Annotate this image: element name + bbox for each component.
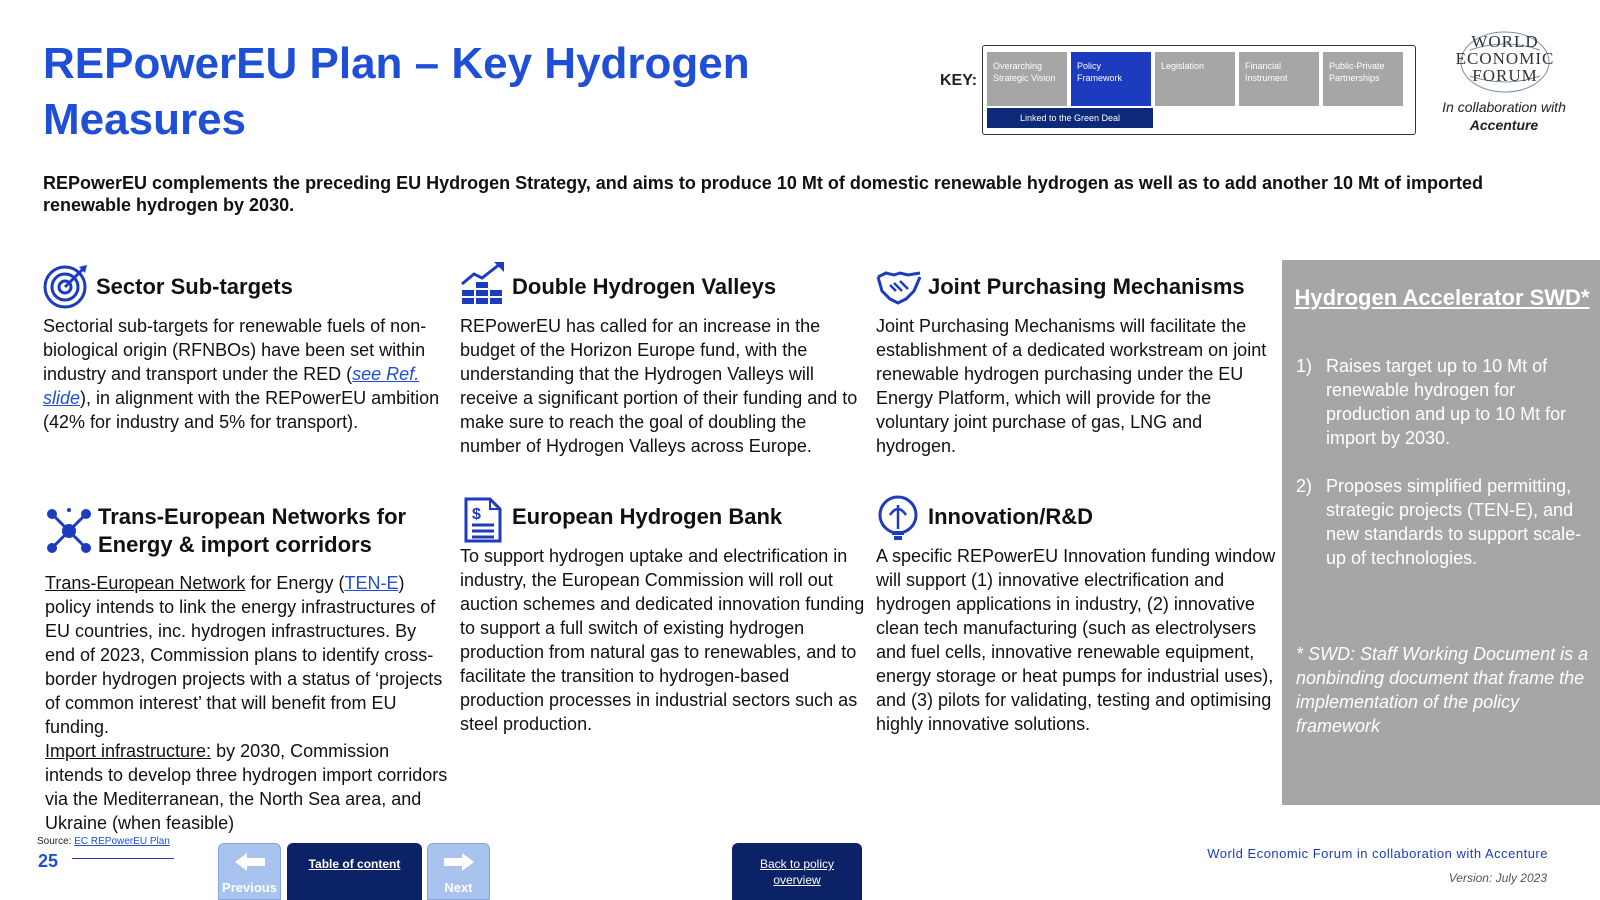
collaboration-line: In collaboration with — [1442, 99, 1566, 115]
joint-purchasing-title: Joint Purchasing Mechanisms — [928, 274, 1245, 299]
version-label: Version: July 2023 — [1448, 871, 1547, 885]
hydrogen-accelerator-title: Hydrogen Accelerator SWD* — [1294, 285, 1590, 310]
next-button[interactable] — [427, 843, 490, 900]
hydrogen-accelerator-panel — [1282, 260, 1600, 805]
target-icon — [43, 263, 89, 309]
accelerator-item-1-number: 1) — [1296, 356, 1313, 376]
footer-wef-line: World Economic Forum in collaboration with Accenture — [1207, 846, 1548, 861]
swd-footnote: * SWD: Staff Working Document is a nonbinding document that frame the implementation of the policy framework — [1296, 644, 1589, 736]
innovation-rd-title: Innovation/R&D — [928, 504, 1093, 529]
previous-label: Previous — [222, 880, 277, 895]
trans-european-networks-title: Trans-European Networks for Energy & import corridors — [98, 504, 407, 557]
import-infrastructure-text: Import infrastructure: — [45, 741, 212, 761]
next-label: Next — [444, 880, 473, 895]
intro-text: REPowerEU complements the preceding EU Hydrogen Strategy, and aims to produce 10 Mt of domestic renewable hydrogen as well as to add another 10 Mt of imported renewable hydrogen by 2030. — [43, 173, 1483, 215]
page-number: 25 — [38, 851, 59, 871]
tent-body-c: by 2030, Commission intends to develop three hydrogen import corridors via the Mediterranean, the North Sea area, and Ukraine (when feasible) — [45, 741, 448, 833]
collaboration-note — [1428, 98, 1580, 134]
table-of-content-button[interactable]: Table of content — [287, 843, 422, 900]
tent-body-b: ) policy intends to link the energy infrastructures of EU countries, inc. hydrogen infrastructures. By end of 2023, Commission plans to identify cross-border hydrogen projects with a status of ‘projects of common interest’ that will benefit from EU funding. — [45, 573, 443, 737]
wef-logo-line-1: WORLD — [1471, 32, 1539, 51]
joint-purchasing-body: Joint Purchasing Mechanisms will facilitate the establishment of a dedicated workstream on joint renewable hydrogen purchasing under the EU Energy Platform, which will provide for the voluntary joint purchase of gas, LNG and hydrogen. — [876, 316, 1267, 456]
european-hydrogen-bank-title: European Hydrogen Bank — [512, 504, 783, 529]
key-public-private-partnerships: Public-Private Partnerships — [1323, 52, 1403, 106]
back-to-policy-overview-button[interactable]: Back to policy overview — [732, 843, 862, 900]
trans-european-network-text: Trans-European Network — [45, 573, 246, 593]
arrow-right-icon — [442, 852, 476, 872]
document-dollar-icon — [460, 497, 506, 543]
double-hydrogen-valleys-title: Double Hydrogen Valleys — [512, 274, 777, 299]
partner-name: Accenture — [1469, 117, 1539, 133]
sector-body-b: ), in alignment with the REPowerEU ambition (42% for industry and 5% for transport). — [43, 388, 440, 432]
network-nodes-icon — [46, 508, 92, 554]
page-divider — [72, 858, 174, 859]
lightbulb-icon — [876, 495, 922, 541]
sector-body-a: Sectorial sub-targets for renewable fuels of non-biological origin (RFNBOs) have been set within industry and transport under the RED ( — [43, 316, 427, 384]
european-hydrogen-bank-body: To support hydrogen uptake and electrification in industry, the European Commission will roll out auction schemes and dedicated innovation funding to support a full switch of existing hydrogen production from natural gas to renewables, and to facilitate the transition to hydrogen-based production processes in industrial sectors such as steel production. — [460, 546, 865, 734]
source-label: Source: — [37, 836, 75, 847]
ten-e-link[interactable]: TEN-E — [344, 573, 399, 593]
growth-coins-icon — [460, 260, 506, 306]
see-ref-slide-link[interactable]: see Ref. slide — [43, 364, 420, 408]
tent-body-a: for Energy ( — [245, 573, 345, 593]
key-label: KEY: — [940, 72, 978, 89]
accelerator-item-1 — [1296, 354, 1596, 454]
key-overarching-strategic-vision: Overarching Strategic Vision — [987, 52, 1067, 106]
trans-european-networks-body — [45, 571, 450, 835]
accelerator-item-2-number: 2) — [1296, 476, 1313, 496]
previous-button[interactable] — [218, 843, 281, 900]
double-hydrogen-valleys-body: REPowerEU has called for an increase in the budget of the Horizon Europe fund, with the understanding that the Hydrogen Valleys will receive a significant portion of their funding and to make sure to reach the goal of doubling the number of Hydrogen Valleys across Europe. — [460, 316, 858, 456]
sector-subtargets-title: Sector Sub-targets — [96, 274, 293, 299]
wef-logo — [1440, 28, 1570, 98]
accelerator-item-2-text: Proposes simplified permitting, strategic projects (TEN-E), and new standards to support scale-up of technologies. — [1326, 476, 1582, 568]
key-policy-framework: Policy Framework — [1071, 52, 1151, 106]
key-legislation: Legislation — [1155, 52, 1235, 106]
handshake-icon — [876, 263, 922, 309]
innovation-rd-body: A specific REPowerEU Innovation funding window will support (1) innovative electrification and hydrogen applications in industry, (2) innovative clean tech manufacturing (such as electrolysers and fuel cells, innovative renewable equipment, energy storage or heat pumps for industrial uses), and (3) pilots for validating, testing and optimising highly innovative solutions. — [876, 546, 1276, 734]
source-link[interactable]: EC REPowerEU Plan — [74, 836, 170, 847]
svg-text:$: $ — [472, 506, 481, 523]
accelerator-item-1-text: Raises target up to 10 Mt of renewable hydrogen for production and up to 10 Mt for import by 2030. — [1326, 356, 1567, 448]
source-line — [37, 836, 170, 847]
arrow-left-icon — [233, 852, 267, 872]
page-title: REPowerEU Plan – Key Hydrogen Measures — [43, 39, 750, 144]
sector-subtargets-body — [43, 314, 443, 434]
key-legend — [982, 45, 1416, 135]
key-green-deal: Linked to the Green Deal — [987, 108, 1153, 128]
wef-logo-line-2: ECONOMIC — [1455, 49, 1555, 68]
wef-logo-line-3: FORUM — [1472, 66, 1538, 85]
key-financial-instrument: Financial Instrument — [1239, 52, 1319, 106]
accelerator-item-2 — [1296, 474, 1596, 574]
